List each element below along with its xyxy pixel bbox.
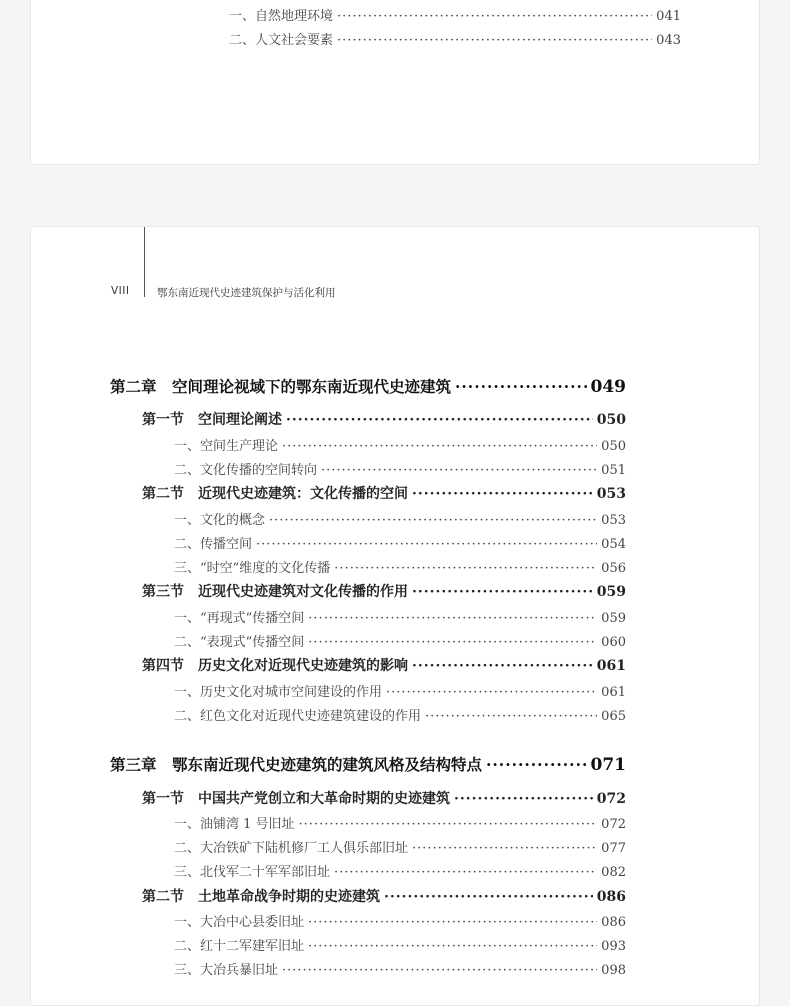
toc-section-page: 059 <box>596 584 626 600</box>
toc-item-page: 065 <box>601 709 626 724</box>
toc-item-label: 二、“表现式”传播空间 <box>174 635 305 650</box>
toc-item[interactable] <box>174 861 626 880</box>
toc-item-label: 一、空间生产理论 <box>174 439 279 454</box>
toc-item-page: 053 <box>601 513 626 528</box>
leader-dots <box>454 791 593 807</box>
toc-item-label: 三、北伐军二十军军部旧址 <box>174 865 331 880</box>
toc-item-page: 060 <box>601 635 626 650</box>
toc-item[interactable] <box>174 509 626 528</box>
toc-item-label: 二、文化传播的空间转向 <box>174 463 318 478</box>
toc-item-label: 二、红色文化对近现代史迹建筑建设的作用 <box>174 709 422 724</box>
toc-section-label: 第一节 中国共产党创立和大革命时期的史迹建筑 <box>142 791 450 807</box>
leader-dots <box>334 561 597 576</box>
toc-item-page: 098 <box>601 963 626 978</box>
leader-dots <box>386 685 597 700</box>
toc-item[interactable] <box>174 837 626 856</box>
leader-dots <box>286 412 593 428</box>
leader-dots <box>321 463 597 478</box>
leader-dots <box>455 377 586 396</box>
toc-item-page: 041 <box>656 9 681 24</box>
toc-section[interactable] <box>142 483 626 503</box>
toc-item-page: 072 <box>601 817 626 832</box>
leader-dots <box>282 963 597 978</box>
toc-item-label: 一、油铺湾 1 号旧址 <box>174 817 295 832</box>
leader-dots <box>256 537 597 552</box>
leader-dots <box>412 584 593 600</box>
leader-dots <box>308 635 597 650</box>
leader-dots <box>269 513 597 528</box>
toc-chapter-page: 049 <box>590 377 626 397</box>
leader-dots <box>337 33 652 48</box>
toc-chapter[interactable] <box>110 375 626 397</box>
toc-section[interactable] <box>142 886 626 906</box>
toc-item-label: 一、文化的概念 <box>174 513 266 528</box>
leader-dots <box>282 439 597 454</box>
toc-item-page: 056 <box>601 561 626 576</box>
toc-section-label: 第三节 近现代史迹建筑对文化传播的作用 <box>142 584 408 600</box>
leader-dots <box>412 658 593 674</box>
toc-section[interactable] <box>142 788 626 808</box>
leader-dots <box>337 9 652 24</box>
toc-item-label: 三、“时空”维度的文化传播 <box>174 561 331 576</box>
toc-section-label: 第一节 空间理论阐述 <box>142 412 282 428</box>
toc-chapter-page: 071 <box>590 755 626 775</box>
toc-chapter-label: 第二章 空间理论视域下的鄂东南近现代史迹建筑 <box>110 377 452 396</box>
leader-dots <box>486 755 586 774</box>
toc-item-label: 一、大冶中心县委旧址 <box>174 915 305 930</box>
toc-item[interactable] <box>174 631 626 650</box>
toc-item-label: 三、大冶兵暴旧址 <box>174 963 279 978</box>
toc-section-page: 072 <box>596 791 626 807</box>
toc-item[interactable] <box>174 533 626 552</box>
toc-section-page: 050 <box>596 412 626 428</box>
toc-item[interactable] <box>174 959 626 978</box>
toc-section[interactable] <box>142 655 626 675</box>
toc-section[interactable] <box>142 581 626 601</box>
toc-item[interactable] <box>174 681 626 700</box>
toc-item-page: 082 <box>601 865 626 880</box>
toc-item-label: 一、自然地理环境 <box>229 9 334 24</box>
toc-item[interactable] <box>229 5 681 24</box>
toc-item[interactable] <box>174 459 626 478</box>
toc-item-page: 043 <box>656 33 681 48</box>
toc-section-label: 第四节 历史文化对近现代史迹建筑的影响 <box>142 658 408 674</box>
toc-section-label: 第二节 近现代史迹建筑：文化传播的空间 <box>142 486 408 502</box>
leader-dots <box>308 915 597 930</box>
toc-item[interactable] <box>174 435 626 454</box>
toc-item[interactable] <box>174 607 626 626</box>
toc-section-page: 053 <box>596 486 626 502</box>
toc-item-page: 086 <box>601 915 626 930</box>
toc-item[interactable] <box>174 705 626 724</box>
toc-item[interactable] <box>174 557 626 576</box>
book-title: 鄂东南近现代史迹建筑保护与活化利用 <box>157 287 336 299</box>
toc-item-page: 059 <box>601 611 626 626</box>
leader-dots <box>308 939 597 954</box>
toc-item-label: 一、历史文化对城市空间建设的作用 <box>174 685 383 700</box>
toc-item[interactable] <box>174 911 626 930</box>
toc-item-page: 061 <box>601 685 626 700</box>
toc-chapter[interactable] <box>110 753 626 775</box>
toc-item-page: 051 <box>601 463 626 478</box>
toc-item-label: 二、红十二军建军旧址 <box>174 939 305 954</box>
header-rule <box>144 227 145 297</box>
leader-dots <box>412 486 593 502</box>
toc-section-page: 086 <box>596 889 626 905</box>
toc-item-label: 二、传播空间 <box>174 537 253 552</box>
leader-dots <box>308 611 597 626</box>
leader-dots <box>334 865 597 880</box>
toc-section-label: 第二节 土地革命战争时期的史迹建筑 <box>142 889 380 905</box>
toc-item-label: 一、“再现式”传播空间 <box>174 611 305 626</box>
toc-item-page: 093 <box>601 939 626 954</box>
toc-item-page: 077 <box>601 841 626 856</box>
toc-item-label: 二、大冶铁矿下陆机修厂工人俱乐部旧址 <box>174 841 409 856</box>
toc-section[interactable] <box>142 409 626 429</box>
leader-dots <box>384 889 593 905</box>
toc-item[interactable] <box>229 29 681 48</box>
leader-dots <box>412 841 597 856</box>
toc-item[interactable] <box>174 935 626 954</box>
toc-item-page: 054 <box>601 537 626 552</box>
leader-dots <box>299 817 598 832</box>
toc-item-page: 050 <box>601 439 626 454</box>
toc-item[interactable] <box>174 813 626 832</box>
toc-item-label: 二、人文社会要素 <box>229 33 334 48</box>
page-number: VIII <box>111 285 130 297</box>
toc-chapter-label: 第三章 鄂东南近现代史迹建筑的建筑风格及结构特点 <box>110 755 483 774</box>
leader-dots <box>425 709 597 724</box>
previous-page <box>30 0 760 165</box>
toc-section-page: 061 <box>596 658 626 674</box>
toc-page <box>30 226 760 1006</box>
